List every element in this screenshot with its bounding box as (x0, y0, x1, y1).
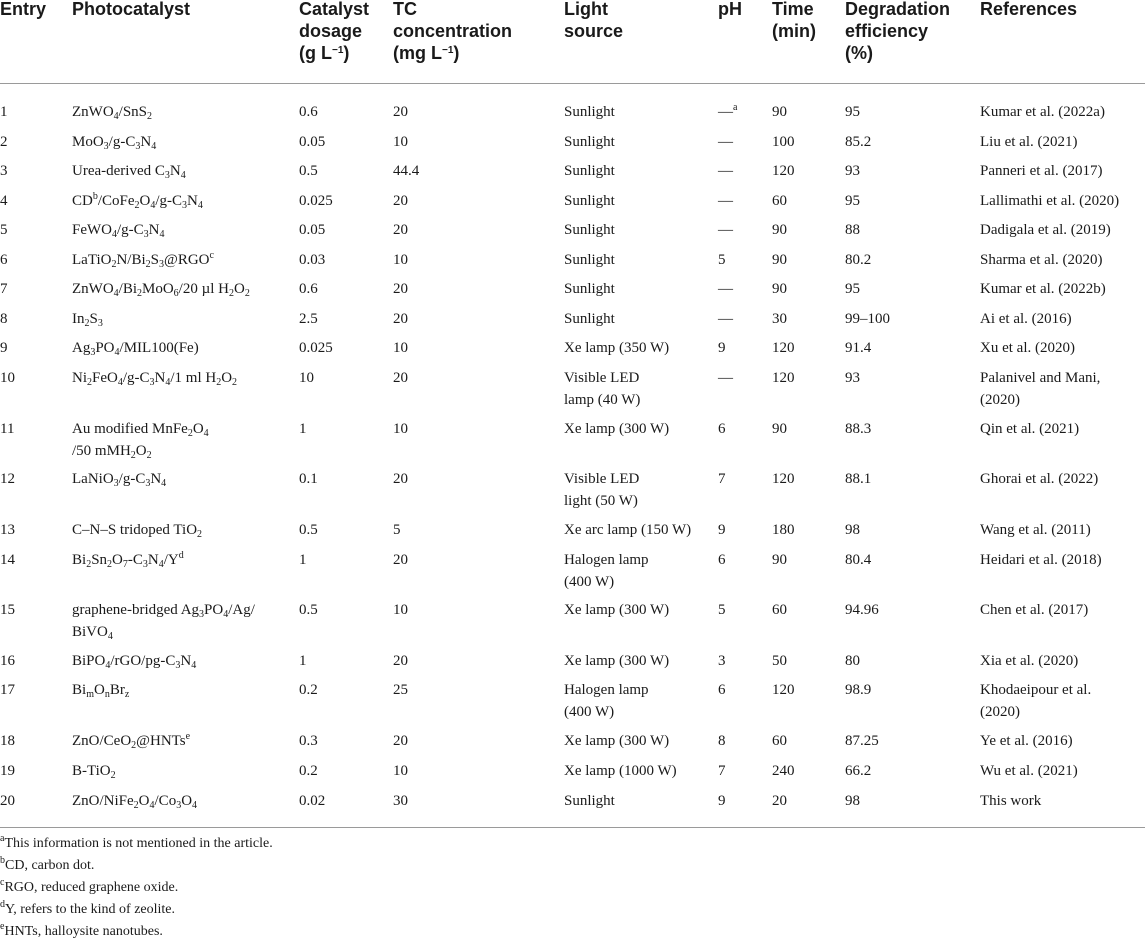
cell-time: 240 (772, 763, 795, 779)
cell-entry: 9 (0, 340, 8, 356)
cell-reference: Sharma et al. (2020) (980, 252, 1103, 268)
cell-reference: This work (980, 793, 1042, 809)
cell-time: 60 (772, 733, 787, 749)
footnote: $^a$This information is not mentioned in the article. (0, 833, 273, 851)
cell-tc-concentration: 20 (393, 370, 408, 386)
cell-entry: 11 (0, 421, 15, 437)
cell-dosage: 0.5 (299, 522, 318, 538)
cell-tc-concentration: 10 (393, 602, 408, 618)
cell-entry: 5 (0, 222, 8, 238)
cell-tc-concentration: 20 (393, 104, 408, 120)
cell-ph: 9 (718, 793, 726, 809)
cell-time: 30 (772, 311, 787, 327)
cell-time: 120 (772, 163, 795, 179)
cell-reference: Chen et al. (2017) (980, 602, 1089, 618)
cell-dosage: 0.02 (299, 793, 326, 809)
cell-light-source: Xe lamp (1000 W) (564, 763, 677, 779)
cell-reference: Wang et al. (2011) (980, 522, 1091, 538)
cell-entry: 2 (0, 134, 8, 150)
cell-efficiency: 80 (845, 653, 860, 669)
cell-light-source: Sunlight (564, 222, 615, 238)
cell-tc-concentration: 5 (393, 522, 401, 538)
cell-entry: 3 (0, 163, 8, 179)
cell-ph: 6 (718, 421, 726, 437)
cell-tc-concentration: 10 (393, 134, 408, 150)
cell-time: 120 (772, 370, 795, 386)
cell-tc-concentration: 20 (393, 471, 408, 487)
cell-light-source: Sunlight (564, 193, 615, 209)
cell-time: 120 (772, 682, 795, 698)
cell-reference: Liu et al. (2021) (980, 134, 1078, 150)
cell-tc-concentration: 44.4 (393, 163, 420, 179)
cell-ph: — (718, 222, 733, 238)
cell-efficiency: 66.2 (845, 763, 872, 779)
cell-photocatalyst: Au modified $MnFe_2O_4$ /50 $mMH_2O_2$ (72, 421, 209, 461)
cell-reference: Khodaeipour et al. (2020) (980, 682, 1092, 720)
cell-entry: 14 (0, 552, 15, 568)
cell-photocatalyst: $FeWO_4/g-C_3N_4$ (72, 222, 165, 240)
cell-dosage: 0.2 (299, 763, 318, 779)
cell-photocatalyst: $ZnWO_4/Bi_2MoO_6/20$ µl $H_2O_2$ (72, 281, 250, 299)
cell-time: 90 (772, 281, 787, 297)
cell-photocatalyst: Urea-derived $C_3N_4$ (72, 163, 186, 181)
cell-tc-concentration: 10 (393, 421, 408, 437)
cell-entry: 16 (0, 653, 15, 669)
cell-light-source: Sunlight (564, 163, 615, 179)
cell-entry: 20 (0, 793, 15, 809)
cell-efficiency: 87.25 (845, 733, 879, 749)
cell-entry: 1 (0, 104, 8, 120)
cell-ph: — (718, 281, 733, 297)
cell-time: 120 (772, 471, 795, 487)
cell-photocatalyst: ZnO/CeO$_2$@HNTs$^e$ (72, 731, 191, 751)
cell-light-source: Xe arc lamp (150 W) (564, 522, 692, 538)
cell-light-source: Sunlight (564, 311, 615, 327)
cell-dosage: 0.3 (299, 733, 318, 749)
cell-efficiency: 95 (845, 193, 860, 209)
cell-tc-concentration: 10 (393, 763, 408, 779)
cell-ph: 7 (718, 471, 726, 487)
cell-dosage: 1 (299, 653, 307, 669)
cell-dosage: 0.1 (299, 471, 318, 487)
cell-entry: 18 (0, 733, 15, 749)
header-references: References (980, 0, 1078, 19)
cell-entry: 10 (0, 370, 15, 386)
header-light-source: Light source (564, 0, 624, 41)
cell-dosage: 1 (299, 552, 307, 568)
cell-entry: 7 (0, 281, 8, 297)
cell-light-source: Xe lamp (300 W) (564, 653, 670, 669)
cell-ph: 9 (718, 340, 726, 356)
cell-tc-concentration: 20 (393, 733, 408, 749)
cell-efficiency: 99–100 (845, 311, 890, 327)
cell-light-source: Xe lamp (300 W) (564, 602, 670, 618)
cell-photocatalyst: ZnO/$NiFe_2O_4/Co_3O_4$ (72, 793, 198, 811)
cell-reference: Xia et al. (2020) (980, 653, 1079, 669)
cell-dosage: 10 (299, 370, 314, 386)
cell-tc-concentration: 20 (393, 222, 408, 238)
cell-dosage: 0.025 (299, 340, 333, 356)
cell-dosage: 0.2 (299, 682, 318, 698)
cell-photocatalyst: $CD^b/CoFe_2O_4/g-C_3N_4$ (72, 191, 203, 211)
cell-tc-concentration: 10 (393, 252, 408, 268)
cell-ph: 5 (718, 602, 726, 618)
cell-dosage: 0.03 (299, 252, 326, 268)
cell-entry: 6 (0, 252, 8, 268)
cell-tc-concentration: 20 (393, 281, 408, 297)
cell-dosage: 0.05 (299, 222, 326, 238)
cell-photocatalyst: B-TiO$_2$ (72, 763, 116, 781)
cell-reference: Lallimathi et al. (2020) (980, 193, 1120, 209)
cell-entry: 4 (0, 193, 8, 209)
cell-dosage: 0.6 (299, 281, 318, 297)
cell-light-source: Xe lamp (300 W) (564, 733, 670, 749)
cell-efficiency: 91.4 (845, 340, 872, 356)
cell-efficiency: 85.2 (845, 134, 872, 150)
cell-photocatalyst: $LaTiO_2N/Bi_2S_3@RGO^c$ (72, 250, 214, 270)
cell-entry: 8 (0, 311, 8, 327)
header-efficiency: Degradation efficiency (%) (845, 0, 951, 63)
cell-light-source: Xe lamp (350 W) (564, 340, 670, 356)
cell-light-source: Halogen lamp (400 W) (564, 552, 649, 590)
cell-efficiency: 93 (845, 163, 860, 179)
cell-light-source: Sunlight (564, 134, 615, 150)
cell-efficiency: 80.2 (845, 252, 872, 268)
cell-dosage: 0.6 (299, 104, 318, 120)
cell-ph: 7 (718, 763, 726, 779)
footnote: $^e$HNTs, halloysite nanotubes. (0, 921, 163, 939)
cell-efficiency: 93 (845, 370, 860, 386)
cell-reference: Wu et al. (2021) (980, 763, 1078, 779)
cell-efficiency: 95 (845, 104, 860, 120)
cell-reference: Palanivel and Mani, (2020) (980, 370, 1101, 408)
cell-efficiency: 94.96 (845, 602, 879, 618)
cell-tc-concentration: 25 (393, 682, 408, 698)
cell-tc-concentration: 20 (393, 311, 408, 327)
cell-reference: Qin et al. (2021) (980, 421, 1080, 437)
cell-tc-concentration: 20 (393, 552, 408, 568)
cell-efficiency: 88.1 (845, 471, 872, 487)
cell-ph: 8 (718, 733, 726, 749)
cell-photocatalyst: $Bi_mO_nBr_z$ (72, 682, 130, 700)
cell-light-source: Sunlight (564, 281, 615, 297)
header-ph: pH (718, 0, 742, 19)
cell-ph: — (718, 163, 733, 179)
cell-photocatalyst: $Bi_2Sn_2O_7-C_3N_4/Y^d$ (72, 550, 184, 570)
cell-photocatalyst: $BiPO_4/rGO/pg-C_3N_4$ (72, 653, 197, 671)
cell-dosage: 1 (299, 421, 307, 437)
cell-efficiency: 98 (845, 793, 860, 809)
cell-reference: Kumar et al. (2022a) (980, 104, 1105, 120)
cell-ph: — (718, 311, 733, 327)
cell-light-source: Sunlight (564, 104, 615, 120)
cell-tc-concentration: 20 (393, 653, 408, 669)
cell-ph: 3 (718, 653, 726, 669)
header-rule (0, 83, 1145, 84)
header-tc-concentration: TC concentration (mg $L^{-1}$) (393, 0, 513, 63)
cell-reference: Kumar et al. (2022b) (980, 281, 1106, 297)
cell-efficiency: 88 (845, 222, 860, 238)
footnote: $^c$RGO, reduced graphene oxide. (0, 877, 179, 895)
cell-reference: Dadigala et al. (2019) (980, 222, 1111, 238)
cell-tc-concentration: 30 (393, 793, 408, 809)
cell-time: 90 (772, 552, 787, 568)
cell-light-source: Sunlight (564, 252, 615, 268)
cell-light-source: Xe lamp (300 W) (564, 421, 670, 437)
cell-dosage: 0.05 (299, 134, 326, 150)
cell-photocatalyst: $MoO_3/g-C_3N_4$ (72, 134, 157, 152)
cell-time: 90 (772, 222, 787, 238)
cell-ph: — (718, 134, 733, 150)
cell-reference: Panneri et al. (2017) (980, 163, 1103, 179)
cell-efficiency: 98 (845, 522, 860, 538)
cell-dosage: 0.025 (299, 193, 333, 209)
cell-ph: 9 (718, 522, 726, 538)
cell-photocatalyst: C–N–S tridoped TiO$_2$ (72, 522, 203, 540)
cell-light-source: Visible LED light (50 W) (564, 471, 640, 509)
cell-entry: 17 (0, 682, 15, 698)
cell-ph: 5 (718, 252, 726, 268)
cell-time: 120 (772, 340, 795, 356)
cell-photocatalyst: $In_2S_3$ (72, 311, 103, 329)
cell-photocatalyst: graphene-bridged $Ag_3PO_4/Ag/$ BiVO$_4$ (72, 602, 255, 642)
cell-time: 180 (772, 522, 795, 538)
cell-photocatalyst: $Ag_3PO_4/MIL100(Fe)$ (72, 340, 199, 358)
cell-reference: Heidari et al. (2018) (980, 552, 1102, 568)
cell-light-source: Halogen lamp (400 W) (564, 682, 649, 720)
cell-tc-concentration: 20 (393, 193, 408, 209)
cell-time: 60 (772, 602, 787, 618)
cell-photocatalyst: $LaNiO_3/g-C_3N_4$ (72, 471, 167, 489)
cell-reference: Ye et al. (2016) (980, 733, 1073, 749)
cell-efficiency: 80.4 (845, 552, 872, 568)
cell-time: 50 (772, 653, 787, 669)
footnote: $^b$CD, carbon dot. (0, 855, 95, 873)
cell-time: 60 (772, 193, 787, 209)
cell-ph: —$^a$ (718, 102, 738, 120)
cell-ph: — (718, 370, 733, 386)
cell-time: 100 (772, 134, 795, 150)
footnote: $^d$Y, refers to the kind of zeolite. (0, 899, 176, 917)
cell-efficiency: 98.9 (845, 682, 872, 698)
cell-reference: Ghorai et al. (2022) (980, 471, 1099, 487)
header-dosage: Catalyst dosage (g $L^{-1}$) (299, 0, 370, 63)
cell-entry: 13 (0, 522, 15, 538)
bottom-rule (0, 827, 1145, 828)
cell-entry: 12 (0, 471, 15, 487)
cell-photocatalyst: ZnWO$_4$/SnS$_2$ (72, 104, 153, 122)
header-time: Time (min) (772, 0, 816, 41)
cell-tc-concentration: 10 (393, 340, 408, 356)
cell-photocatalyst: $Ni_2FeO_4/g-C_3N_4/1$ ml $H_2O_2$ (72, 370, 238, 388)
header-entry: Entry (0, 0, 47, 19)
cell-ph: 6 (718, 682, 726, 698)
cell-entry: 15 (0, 602, 15, 618)
cell-light-source: Sunlight (564, 793, 615, 809)
cell-light-source: Visible LED lamp (40 W) (564, 370, 641, 408)
cell-dosage: 0.5 (299, 602, 318, 618)
cell-ph: 6 (718, 552, 726, 568)
cell-entry: 19 (0, 763, 15, 779)
cell-efficiency: 95 (845, 281, 860, 297)
cell-time: 90 (772, 104, 787, 120)
cell-reference: Ai et al. (2016) (980, 311, 1072, 327)
cell-time: 90 (772, 252, 787, 268)
cell-time: 90 (772, 421, 787, 437)
cell-dosage: 2.5 (299, 311, 318, 327)
cell-efficiency: 88.3 (845, 421, 872, 437)
cell-dosage: 0.5 (299, 163, 318, 179)
cell-reference: Xu et al. (2020) (980, 340, 1075, 356)
cell-time: 20 (772, 793, 787, 809)
header-photocatalyst: Photocatalyst (72, 0, 191, 19)
cell-ph: — (718, 193, 733, 209)
